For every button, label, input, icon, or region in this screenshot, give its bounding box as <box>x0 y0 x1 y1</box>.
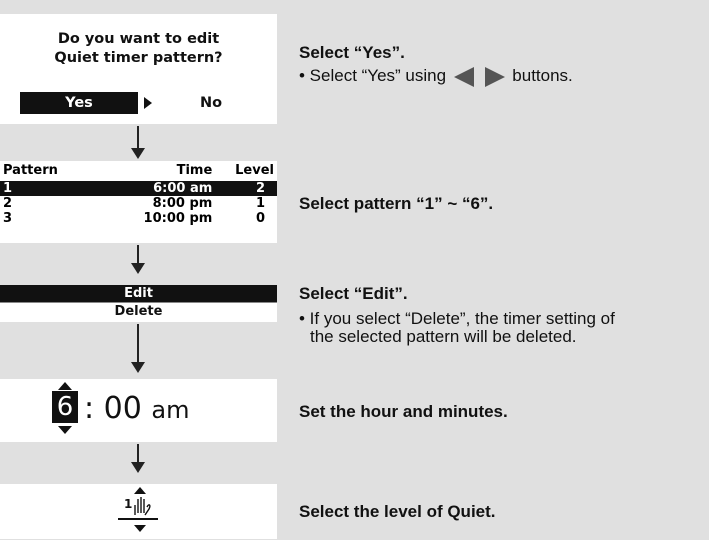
no-option[interactable]: No <box>200 95 223 111</box>
selection-arrow-icon <box>144 97 152 109</box>
step1-title: Select “Yes”. <box>299 43 405 62</box>
row-time: 10:00 pm <box>143 211 213 226</box>
quiet-level-screen <box>0 484 277 539</box>
row-pattern: 3 <box>3 211 13 226</box>
level-divider <box>118 518 158 520</box>
step1-note: • Select “Yes” using buttons. <box>299 66 573 85</box>
left-triangle-icon <box>454 67 474 87</box>
header-pattern: Pattern <box>3 163 58 178</box>
ampm-field: am <box>151 396 190 424</box>
hour-field[interactable]: 6 <box>52 391 78 423</box>
confirm-question: Do you want to edit Quiet timer pattern? <box>54 31 223 66</box>
hour-up-icon[interactable] <box>58 382 72 390</box>
header-level: Level <box>235 163 274 178</box>
hand-quiet-icon <box>131 493 155 517</box>
yes-option[interactable]: Yes <box>20 92 138 114</box>
row-level: 1 <box>255 196 265 211</box>
hour-down-icon[interactable] <box>58 426 72 434</box>
table-row[interactable] <box>0 181 277 196</box>
row-level: 0 <box>255 211 265 226</box>
step4-title: Set the hour and minutes. <box>299 402 508 421</box>
edit-delete-menu <box>0 285 277 325</box>
row-time: 6:00 am <box>153 181 213 196</box>
delete-option[interactable]: Delete <box>0 302 277 322</box>
row-pattern: 2 <box>3 196 13 211</box>
pattern-table <box>0 161 277 226</box>
minutes-display: : 00 am <box>84 391 190 426</box>
quiet-level-value: 1 <box>124 497 133 511</box>
row-time: 8:00 pm <box>152 196 213 211</box>
row-level: 2 <box>255 181 265 196</box>
minutes-field[interactable]: 00 <box>103 391 142 426</box>
step5-title: Select the level of Quiet. <box>299 502 496 521</box>
step2-title: Select pattern “1” ~ “6”. <box>299 194 494 213</box>
time-set-screen <box>0 379 277 442</box>
level-down-icon[interactable] <box>134 525 146 532</box>
edit-option[interactable]: Edit <box>0 285 277 302</box>
table-header <box>0 161 277 181</box>
right-triangle-icon <box>485 67 505 87</box>
step3-note-line2: the selected pattern will be deleted. <box>310 327 577 346</box>
confirm-edit-screen <box>0 14 277 124</box>
table-row[interactable] <box>0 196 277 211</box>
header-time: Time <box>176 163 213 178</box>
pattern-list-screen <box>0 161 277 243</box>
row-pattern: 1 <box>3 181 13 196</box>
step3-note-line1: • If you select “Delete”, the timer setting of <box>299 309 615 328</box>
step3-title: Select “Edit”. <box>299 284 408 303</box>
table-row[interactable] <box>0 211 277 226</box>
